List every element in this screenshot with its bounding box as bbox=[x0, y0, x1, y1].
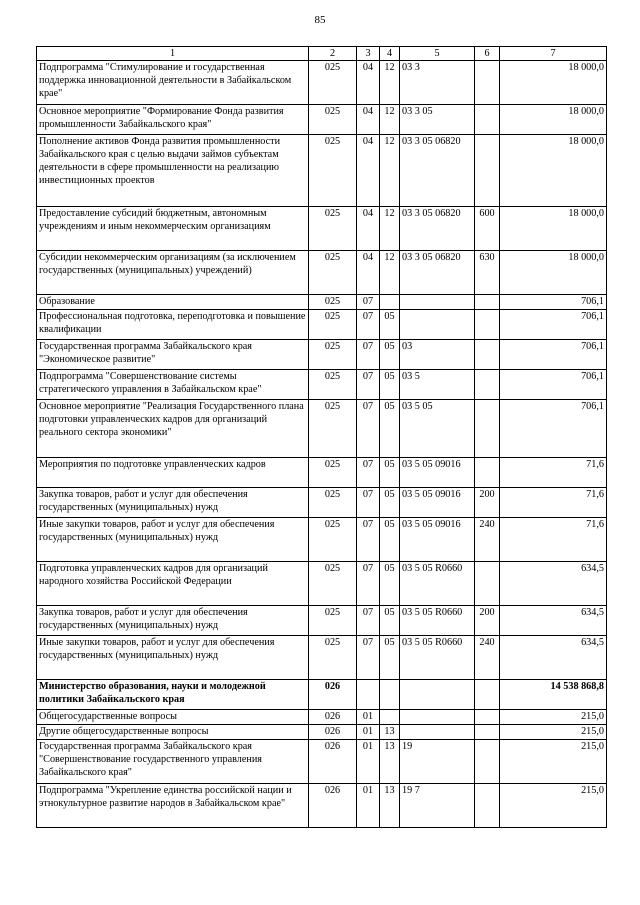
row-expense-type bbox=[475, 740, 500, 784]
header-col-6: 6 bbox=[475, 47, 500, 61]
row-subsection-code: 05 bbox=[380, 518, 400, 562]
row-expense-type bbox=[475, 295, 500, 310]
row-target-code bbox=[400, 295, 475, 310]
row-name: Министерство образования, науки и молодежной политики Забайкальского края bbox=[37, 680, 309, 710]
row-name: Основное мероприятие "Реализация Государственного плана подготовки управленческих кадров для организаций реального сектора экономики" bbox=[37, 400, 309, 458]
row-section-code: 07 bbox=[357, 295, 380, 310]
row-target-code: 03 3 05 06820 bbox=[400, 207, 475, 251]
row-section-code: 01 bbox=[357, 784, 380, 828]
budget-table bbox=[36, 46, 607, 828]
row-expense-type bbox=[475, 458, 500, 488]
row-section-code: 07 bbox=[357, 518, 380, 562]
row-target-code: 03 5 05 R0660 bbox=[400, 636, 475, 680]
row-target-code bbox=[400, 310, 475, 340]
row-name: Подпрограмма "Укрепление единства российской нации и этнокультурное развитие народов в Забайкальском крае" bbox=[37, 784, 309, 828]
row-ministry-code: 025 bbox=[309, 207, 357, 251]
row-amount: 71,6 bbox=[500, 488, 607, 518]
row-subsection-code: 13 bbox=[380, 725, 400, 740]
row-ministry-code: 025 bbox=[309, 458, 357, 488]
row-subsection-code: 05 bbox=[380, 488, 400, 518]
row-ministry-code: 025 bbox=[309, 340, 357, 370]
row-subsection-code: 13 bbox=[380, 784, 400, 828]
table-row bbox=[37, 725, 607, 740]
row-expense-type: 200 bbox=[475, 488, 500, 518]
row-name: Подготовка управленческих кадров для организаций народного хозяйства Российской Федерации bbox=[37, 562, 309, 606]
row-expense-type bbox=[475, 310, 500, 340]
row-expense-type bbox=[475, 370, 500, 400]
row-target-code bbox=[400, 725, 475, 740]
row-subsection-code: 12 bbox=[380, 251, 400, 295]
page-number: 85 bbox=[314, 14, 326, 26]
row-subsection-code: 12 bbox=[380, 105, 400, 135]
row-target-code: 03 5 05 bbox=[400, 400, 475, 458]
row-expense-type bbox=[475, 680, 500, 710]
row-subsection-code: 05 bbox=[380, 606, 400, 636]
row-expense-type: 240 bbox=[475, 636, 500, 680]
table-row bbox=[37, 488, 607, 518]
row-expense-type bbox=[475, 784, 500, 828]
row-amount: 634,5 bbox=[500, 562, 607, 606]
table-row bbox=[37, 61, 607, 105]
row-section-code: 07 bbox=[357, 488, 380, 518]
row-amount: 14 538 868,8 bbox=[500, 680, 607, 710]
row-expense-type: 630 bbox=[475, 251, 500, 295]
header-col-4: 4 bbox=[380, 47, 400, 61]
row-amount: 18 000,0 bbox=[500, 207, 607, 251]
table-row bbox=[37, 458, 607, 488]
row-section-code: 07 bbox=[357, 310, 380, 340]
row-name: Закупка товаров, работ и услуг для обеспечения государственных (муниципальных) нужд bbox=[37, 606, 309, 636]
table-row bbox=[37, 784, 607, 828]
row-expense-type bbox=[475, 61, 500, 105]
row-ministry-code: 025 bbox=[309, 562, 357, 606]
table-header-row bbox=[37, 47, 607, 61]
row-section-code: 07 bbox=[357, 370, 380, 400]
row-section-code: 07 bbox=[357, 606, 380, 636]
row-subsection-code bbox=[380, 710, 400, 725]
row-ministry-code: 025 bbox=[309, 310, 357, 340]
row-name: Подпрограмма "Совершенствование системы стратегического управления в Забайкальском крае" bbox=[37, 370, 309, 400]
table-row bbox=[37, 680, 607, 710]
row-section-code: 01 bbox=[357, 710, 380, 725]
row-expense-type bbox=[475, 562, 500, 606]
row-ministry-code: 025 bbox=[309, 400, 357, 458]
row-ministry-code: 026 bbox=[309, 740, 357, 784]
row-ministry-code: 025 bbox=[309, 105, 357, 135]
row-expense-type: 240 bbox=[475, 518, 500, 562]
row-amount: 71,6 bbox=[500, 518, 607, 562]
row-subsection-code: 05 bbox=[380, 370, 400, 400]
row-name: Иные закупки товаров, работ и услуг для обеспечения государственных (муниципальных) нужд bbox=[37, 518, 309, 562]
row-name: Предоставление субсидий бюджетным, автономным учреждениям и иным некоммерческим организациям bbox=[37, 207, 309, 251]
table-row bbox=[37, 400, 607, 458]
row-ministry-code: 026 bbox=[309, 680, 357, 710]
table-row bbox=[37, 207, 607, 251]
row-name: Образование bbox=[37, 295, 309, 310]
table-row bbox=[37, 105, 607, 135]
row-target-code: 03 5 05 R0660 bbox=[400, 606, 475, 636]
table-row bbox=[37, 340, 607, 370]
row-target-code: 19 7 bbox=[400, 784, 475, 828]
row-amount: 215,0 bbox=[500, 710, 607, 725]
row-name: Профессиональная подготовка, переподготовка и повышение квалификации bbox=[37, 310, 309, 340]
row-target-code: 19 bbox=[400, 740, 475, 784]
row-section-code: 04 bbox=[357, 105, 380, 135]
table-row bbox=[37, 518, 607, 562]
row-subsection-code: 05 bbox=[380, 562, 400, 606]
row-ministry-code: 026 bbox=[309, 725, 357, 740]
row-ministry-code: 025 bbox=[309, 370, 357, 400]
row-target-code: 03 5 05 R0660 bbox=[400, 562, 475, 606]
row-subsection-code: 12 bbox=[380, 61, 400, 105]
row-expense-type: 200 bbox=[475, 606, 500, 636]
row-amount: 706,1 bbox=[500, 370, 607, 400]
row-name: Субсидии некоммерческим организациям (за исключением государственных (муниципальных) учреждений) bbox=[37, 251, 309, 295]
row-target-code: 03 3 05 bbox=[400, 105, 475, 135]
table-row bbox=[37, 295, 607, 310]
row-subsection-code: 05 bbox=[380, 400, 400, 458]
row-ministry-code: 025 bbox=[309, 488, 357, 518]
row-ministry-code: 025 bbox=[309, 135, 357, 207]
row-target-code: 03 5 05 09016 bbox=[400, 518, 475, 562]
row-amount: 71,6 bbox=[500, 458, 607, 488]
row-section-code: 04 bbox=[357, 135, 380, 207]
table-row bbox=[37, 370, 607, 400]
row-subsection-code: 12 bbox=[380, 135, 400, 207]
row-amount: 215,0 bbox=[500, 784, 607, 828]
row-name: Иные закупки товаров, работ и услуг для обеспечения государственных (муниципальных) нужд bbox=[37, 636, 309, 680]
table-row bbox=[37, 740, 607, 784]
row-subsection-code bbox=[380, 295, 400, 310]
row-name: Подпрограмма "Стимулирование и государственная поддержка инновационной деятельности в Забайкальском крае" bbox=[37, 61, 309, 105]
row-ministry-code: 025 bbox=[309, 61, 357, 105]
row-ministry-code: 026 bbox=[309, 710, 357, 725]
row-target-code: 03 5 bbox=[400, 370, 475, 400]
row-target-code: 03 3 bbox=[400, 61, 475, 105]
row-target-code: 03 3 05 06820 bbox=[400, 251, 475, 295]
row-amount: 18 000,0 bbox=[500, 61, 607, 105]
table-body bbox=[37, 61, 607, 828]
row-amount: 215,0 bbox=[500, 740, 607, 784]
row-ministry-code: 025 bbox=[309, 251, 357, 295]
row-section-code: 07 bbox=[357, 636, 380, 680]
row-expense-type bbox=[475, 725, 500, 740]
row-section-code: 04 bbox=[357, 207, 380, 251]
row-amount: 18 000,0 bbox=[500, 135, 607, 207]
row-target-code bbox=[400, 710, 475, 725]
row-ministry-code: 025 bbox=[309, 636, 357, 680]
row-name: Мероприятия по подготовке управленческих кадров bbox=[37, 458, 309, 488]
table-row bbox=[37, 562, 607, 606]
row-subsection-code: 05 bbox=[380, 636, 400, 680]
row-amount: 706,1 bbox=[500, 295, 607, 310]
row-target-code: 03 3 05 06820 bbox=[400, 135, 475, 207]
row-subsection-code: 05 bbox=[380, 458, 400, 488]
row-subsection-code: 05 bbox=[380, 310, 400, 340]
row-section-code: 07 bbox=[357, 400, 380, 458]
header-col-5: 5 bbox=[400, 47, 475, 61]
row-target-code bbox=[400, 680, 475, 710]
header-col-7: 7 bbox=[500, 47, 607, 61]
row-section-code: 07 bbox=[357, 458, 380, 488]
row-section-code bbox=[357, 680, 380, 710]
row-amount: 706,1 bbox=[500, 400, 607, 458]
row-subsection-code bbox=[380, 680, 400, 710]
table-row bbox=[37, 710, 607, 725]
row-amount: 215,0 bbox=[500, 725, 607, 740]
row-target-code: 03 bbox=[400, 340, 475, 370]
row-name: Государственная программа Забайкальского края "Экономическое развитие" bbox=[37, 340, 309, 370]
row-amount: 634,5 bbox=[500, 636, 607, 680]
row-subsection-code: 13 bbox=[380, 740, 400, 784]
row-name: Другие общегосударственные вопросы bbox=[37, 725, 309, 740]
row-target-code: 03 5 05 09016 bbox=[400, 488, 475, 518]
row-expense-type: 600 bbox=[475, 207, 500, 251]
table-row bbox=[37, 636, 607, 680]
row-target-code: 03 5 05 09016 bbox=[400, 458, 475, 488]
row-expense-type bbox=[475, 400, 500, 458]
header-col-1: 1 bbox=[37, 47, 309, 61]
row-ministry-code: 025 bbox=[309, 518, 357, 562]
row-amount: 706,1 bbox=[500, 340, 607, 370]
row-name: Государственная программа Забайкальского края "Совершенствование государственного управления Забайкальского края" bbox=[37, 740, 309, 784]
row-section-code: 01 bbox=[357, 740, 380, 784]
row-amount: 634,5 bbox=[500, 606, 607, 636]
row-section-code: 07 bbox=[357, 562, 380, 606]
row-section-code: 04 bbox=[357, 61, 380, 105]
table-row bbox=[37, 251, 607, 295]
row-expense-type bbox=[475, 340, 500, 370]
row-name: Общегосударственные вопросы bbox=[37, 710, 309, 725]
row-section-code: 04 bbox=[357, 251, 380, 295]
row-expense-type bbox=[475, 105, 500, 135]
row-ministry-code: 025 bbox=[309, 606, 357, 636]
table-row bbox=[37, 310, 607, 340]
table-row bbox=[37, 606, 607, 636]
row-expense-type bbox=[475, 710, 500, 725]
row-name: Пополнение активов Фонда развития промышленности Забайкальского края с целью выдачи займов субъектам деятельности в сфере промышленности на реализацию инвестиционных проектов bbox=[37, 135, 309, 207]
row-expense-type bbox=[475, 135, 500, 207]
row-section-code: 01 bbox=[357, 725, 380, 740]
table-row bbox=[37, 135, 607, 207]
row-amount: 706,1 bbox=[500, 310, 607, 340]
row-ministry-code: 025 bbox=[309, 295, 357, 310]
row-amount: 18 000,0 bbox=[500, 251, 607, 295]
row-section-code: 07 bbox=[357, 340, 380, 370]
row-amount: 18 000,0 bbox=[500, 105, 607, 135]
row-subsection-code: 12 bbox=[380, 207, 400, 251]
row-name: Основное мероприятие "Формирование Фонда развития промышленности Забайкальского края" bbox=[37, 105, 309, 135]
row-subsection-code: 05 bbox=[380, 340, 400, 370]
row-ministry-code: 026 bbox=[309, 784, 357, 828]
row-name: Закупка товаров, работ и услуг для обеспечения государственных (муниципальных) нужд bbox=[37, 488, 309, 518]
header-col-3: 3 bbox=[357, 47, 380, 61]
header-col-2: 2 bbox=[309, 47, 357, 61]
